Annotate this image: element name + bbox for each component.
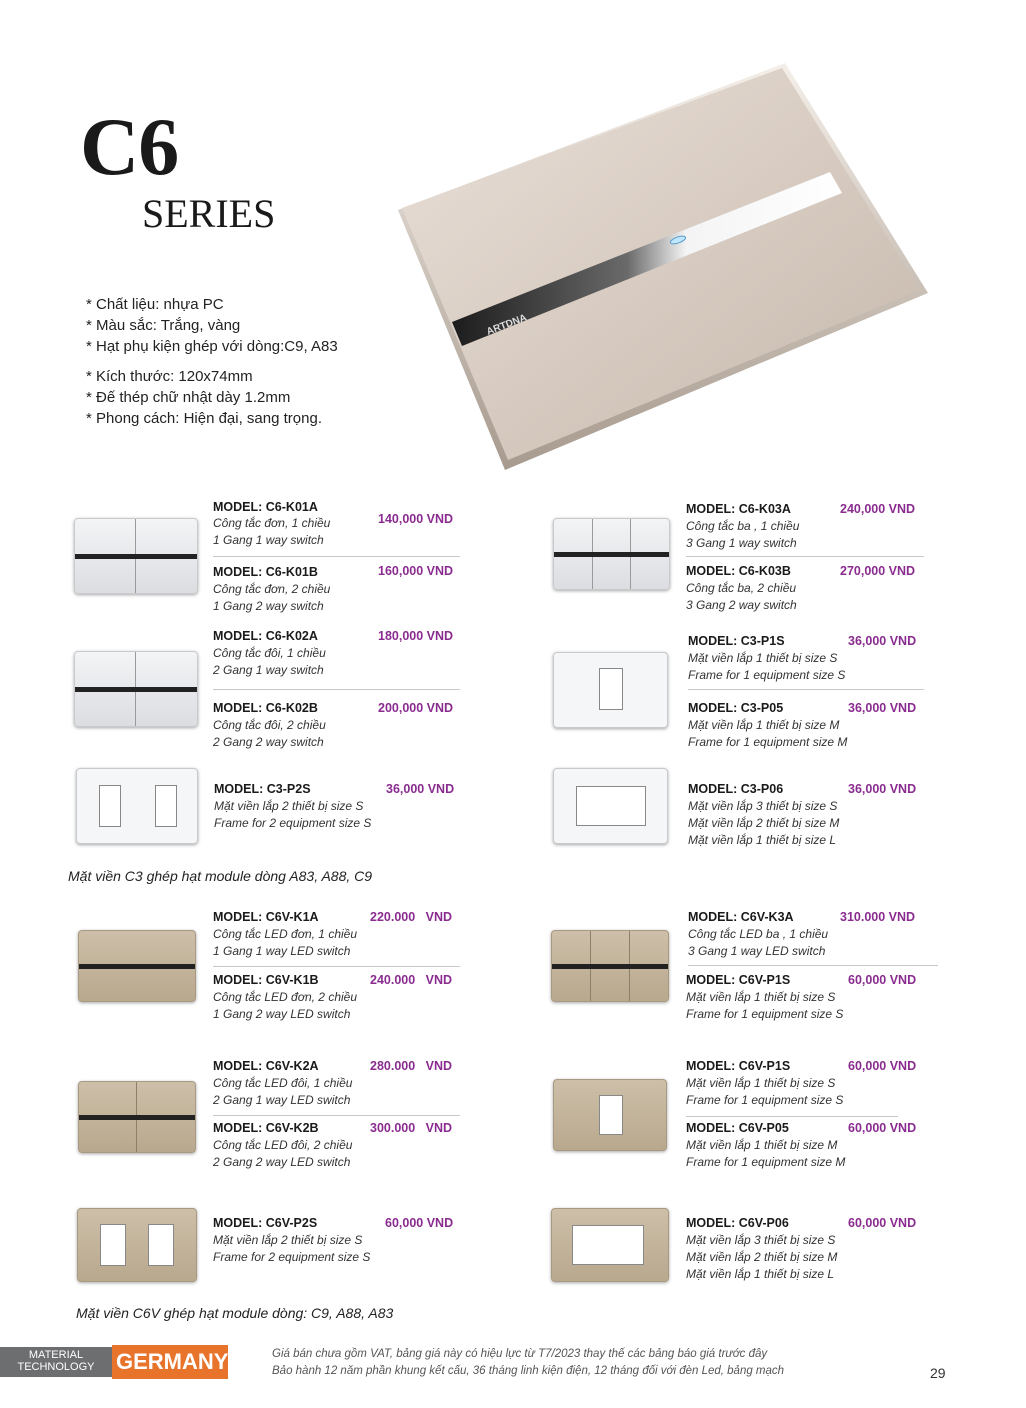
footer-line: Bảo hành 12 năm phần khung kết cấu, 36 tháng linh kiện điện, 12 tháng đối với đèn Led, bảng mạch: [272, 1365, 785, 1377]
product-price: 36,000 VND: [386, 782, 455, 796]
product-desc-line: Mặt viền lắp 1 thiết bị size L: [686, 1267, 835, 1281]
footer-notes: [272, 1346, 784, 1380]
product-desc-vn: Mặt viền lắp 1 thiết bị size S: [686, 1076, 836, 1090]
model-name: MODEL: C6V-P1S: [686, 1059, 791, 1073]
product-desc-en: 2 Gang 2 way LED switch: [213, 1155, 351, 1169]
product-desc-en: 2 Gang 2 way switch: [213, 735, 324, 749]
model-name: MODEL: C6-K03A: [686, 502, 791, 516]
product-desc-vn: Công tắc đôi, 1 chiều: [213, 646, 326, 660]
product-desc-vn: Công tắc đôi, 2 chiều: [213, 718, 326, 732]
spec-item: * Phong cách: Hiện đại, sang trọng.: [86, 410, 322, 427]
divider: [213, 966, 460, 967]
switch-image-c6v-k2: [78, 1081, 196, 1153]
product-price: 180,000 VND: [378, 629, 454, 643]
model-name: MODEL: C6V-P06: [686, 1216, 789, 1230]
frame-image-c6v-p06: [551, 1208, 669, 1282]
product-price: 36,000 VND: [848, 782, 917, 796]
series-title: C6: [80, 101, 179, 192]
product-desc-en: Frame for 1 equipment size M: [686, 1155, 846, 1169]
product-desc-en: Frame for 2 equipment size S: [213, 1250, 371, 1264]
badge-line2: TECHNOLOGY: [17, 1361, 95, 1373]
product-desc-en: 3 Gang 1 way LED switch: [688, 944, 826, 958]
footer-line: Giá bán chưa gồm VAT, bảng giá này có hiệu lực từ T7/2023 thay thế các bảng báo giá trước đây: [272, 1348, 768, 1360]
series-subtitle: SERIES: [142, 191, 276, 236]
divider: [686, 556, 924, 557]
product-desc-vn: Công tắc LED đơn, 2 chiều: [213, 990, 358, 1004]
product-desc-vn: Mặt viền lắp 2 thiết bị size S: [213, 1233, 363, 1247]
product-desc-en: 1 Gang 1 way LED switch: [213, 944, 351, 958]
divider: [213, 689, 460, 690]
badge-line1: MATERIAL: [28, 1349, 84, 1361]
switch-image-k02: [74, 651, 198, 727]
divider: [213, 1115, 460, 1116]
hero-brand-label: ARTDNA: [485, 312, 529, 338]
model-name: MODEL: C6V-K1A: [213, 910, 319, 924]
hero-switch-image: [380, 60, 940, 480]
divider: [213, 556, 460, 557]
product-price: 270,000 VND: [840, 564, 916, 578]
product-desc-vn: Công tắc LED đơn, 1 chiều: [213, 927, 358, 941]
product-desc-vn: Công tắc đơn, 1 chiều: [213, 516, 331, 530]
product-price: 300.000 VND: [370, 1121, 452, 1135]
switch-image-k03: [553, 518, 670, 590]
material-germany-badge: [0, 1345, 228, 1377]
divider: [688, 689, 924, 690]
product-price: 60,000 VND: [848, 973, 917, 987]
product-desc-en: Frame for 1 equipment size S: [686, 1007, 844, 1021]
product-desc-en: 1 Gang 2 way switch: [213, 599, 324, 613]
model-name: MODEL: C6V-K2A: [213, 1059, 319, 1073]
product-desc-line: Mặt viền lắp 3 thiết bị size S: [688, 799, 838, 813]
product-desc-vn: Công tắc ba , 1 chiều: [686, 519, 800, 533]
spec-list: [86, 294, 338, 429]
product-price: 60,000 VND: [848, 1121, 917, 1135]
product-desc-vn: Công tắc đơn, 2 chiều: [213, 582, 331, 596]
switch-image-c6v-k1: [78, 930, 196, 1002]
model-name: MODEL: C3-P1S: [688, 634, 785, 648]
divider: [686, 1116, 898, 1117]
product-desc-en: Frame for 1 equipment size S: [688, 668, 846, 682]
model-name: MODEL: C6-K02B: [213, 701, 318, 715]
product-desc-vn: Mặt viền lắp 1 thiết bị size S: [686, 990, 836, 1004]
c3-frame-note: Mặt viền C3 ghép hạt module dòng A83, A88, C9: [68, 868, 373, 884]
c6v-frame-note: Mặt viền C6V ghép hạt module dòng: C9, A88, A83: [76, 1305, 394, 1321]
product-desc-en: 1 Gang 1 way switch: [213, 533, 324, 547]
switch-image-c6v-k3: [551, 930, 669, 1002]
model-name: MODEL: C6V-K2B: [213, 1121, 319, 1135]
frame-image-c6v-p2s: [77, 1208, 197, 1282]
product-desc-line: Mặt viền lắp 1 thiết bị size L: [688, 833, 837, 847]
badge-country: GERMANY: [116, 1349, 229, 1374]
spec-item: * Màu sắc: Trắng, vàng: [86, 317, 241, 334]
product-price: 60,000 VND: [385, 1216, 454, 1230]
product-desc-en: 2 Gang 1 way LED switch: [213, 1093, 351, 1107]
product-price: 200,000 VND: [378, 701, 454, 715]
product-desc-line: Mặt viền lắp 2 thiết bị size M: [688, 816, 840, 830]
model-name: MODEL: C6-K03B: [686, 564, 791, 578]
product-price: 240,000 VND: [840, 502, 916, 516]
product-desc-vn: Công tắc LED đôi, 1 chiều: [213, 1076, 353, 1090]
model-name: MODEL: C3-P06: [688, 782, 784, 796]
product-price: 60,000 VND: [848, 1059, 917, 1073]
product-price: 60,000 VND: [848, 1216, 917, 1230]
model-name: MODEL: C6V-K3A: [688, 910, 794, 924]
product-desc-vn: Công tắc LED ba , 1 chiều: [688, 927, 829, 941]
frame-image-p1s: [553, 652, 668, 728]
product-desc-en: 1 Gang 2 way LED switch: [213, 1007, 351, 1021]
product-desc-vn: Mặt viền lắp 1 thiết bị size M: [688, 718, 840, 732]
frame-image-c6v-p1s: [553, 1079, 667, 1151]
frame-image-p2s: [76, 768, 198, 844]
switch-image-k01: [74, 518, 198, 594]
product-desc-en: 3 Gang 2 way switch: [686, 598, 797, 612]
model-name: MODEL: C3-P2S: [214, 782, 311, 796]
product-desc-en: Frame for 2 equipment size S: [214, 816, 372, 830]
product-desc-vn: Công tắc LED đôi, 2 chiều: [213, 1138, 353, 1152]
product-price: 36,000 VND: [848, 634, 917, 648]
spec-item: * Kích thước: 120x74mm: [86, 368, 253, 385]
model-name: MODEL: C3-P05: [688, 701, 784, 715]
product-desc-line: Mặt viền lắp 3 thiết bị size S: [686, 1233, 836, 1247]
spec-item: * Hạt phụ kiện ghép với dòng:C9, A83: [86, 338, 338, 355]
model-name: MODEL: C6V-K1B: [213, 973, 319, 987]
spec-item: * Đế thép chữ nhật dày 1.2mm: [86, 389, 291, 406]
product-desc-vn: Mặt viền lắp 1 thiết bị size M: [686, 1138, 838, 1152]
product-desc-en: Frame for 1 equipment size S: [686, 1093, 844, 1107]
product-price: 280.000 VND: [370, 1059, 452, 1073]
page-number: 29: [930, 1365, 946, 1381]
product-price: 220.000 VND: [370, 910, 452, 924]
product-price: 140,000 VND: [378, 512, 454, 526]
model-name: MODEL: C6-K01B: [213, 565, 318, 579]
divider: [688, 965, 938, 966]
product-desc-vn: Mặt viền lắp 1 thiết bị size S: [688, 651, 838, 665]
product-price: 160,000 VND: [378, 564, 454, 578]
product-desc-line: Mặt viền lắp 2 thiết bị size M: [686, 1250, 838, 1264]
product-desc-en: Frame for 1 equipment size M: [688, 735, 848, 749]
product-desc-vn: Công tắc ba, 2 chiều: [686, 581, 797, 595]
model-name: MODEL: C6V-P2S: [213, 1216, 318, 1230]
model-name: MODEL: C6V-P05: [686, 1121, 789, 1135]
product-desc-en: 3 Gang 1 way switch: [686, 536, 797, 550]
product-price: 240.000 VND: [370, 973, 452, 987]
frame-image-p06: [553, 768, 668, 844]
product-desc-vn: Mặt viền lắp 2 thiết bị size S: [214, 799, 364, 813]
spec-item: * Chất liệu: nhựa PC: [86, 296, 224, 313]
model-name: MODEL: C6-K01A: [213, 500, 318, 514]
model-name: MODEL: C6-K02A: [213, 629, 318, 643]
product-price: 310.000 VND: [840, 910, 916, 924]
model-name: MODEL: C6V-P1S: [686, 973, 791, 987]
product-desc-en: 2 Gang 1 way switch: [213, 663, 324, 677]
product-price: 36,000 VND: [848, 701, 917, 715]
